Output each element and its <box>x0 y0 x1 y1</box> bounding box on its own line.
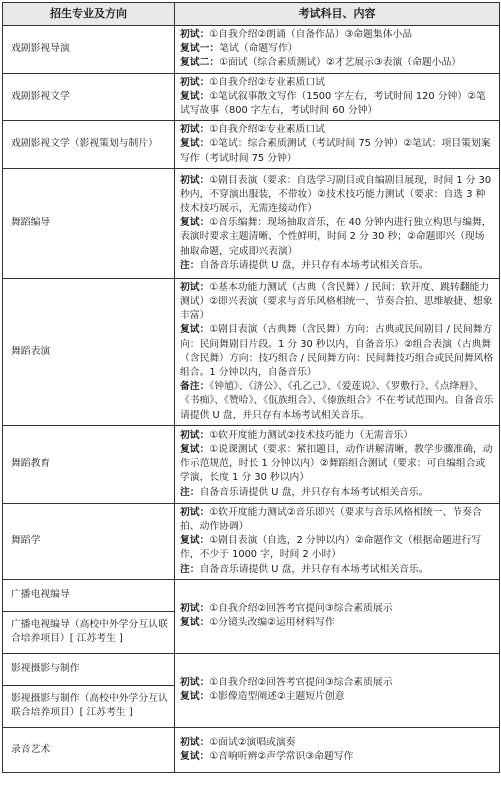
exam-label: 复试一： <box>180 43 220 55</box>
exam-label: 复试： <box>180 750 210 762</box>
exam-label: 初试： <box>180 506 210 518</box>
major-name: 广播电视编导 <box>3 579 175 611</box>
exam-line <box>180 323 494 380</box>
exam-label: 复试： <box>180 324 210 336</box>
exam-content <box>175 73 500 121</box>
exam-content <box>175 26 500 74</box>
exam-label: 复试： <box>180 217 210 229</box>
table-row <box>3 278 500 425</box>
major-name: 戏剧影视文学 <box>3 73 175 121</box>
exam-label: 复试： <box>180 691 210 703</box>
admissions-exam-table <box>2 2 500 773</box>
exam-text: ①音响听辨②声学常识③命题写作 <box>209 750 354 762</box>
exam-label: 复试： <box>180 444 210 456</box>
exam-text: ①剧目表演（古典舞（含民舞）方向：古典或民间剧目 / 民间舞方向：民间舞剧目片段。1 分 30 秒以内，自备音乐）②组合表演（古典舞（含民舞）方向：技巧组合 / 民间舞方向：民间舞技巧组合或民间舞风格组合。1 分钟以内，自备音乐） <box>180 324 494 379</box>
exam-line <box>180 534 494 562</box>
exam-label: 初试： <box>180 29 210 40</box>
exam-label: 复试： <box>180 617 210 629</box>
exam-line <box>180 602 494 616</box>
exam-line <box>180 750 494 764</box>
major-name: 影视摄影与制作（高校中外学分互认联合培养项目）[ 江苏考生 ] <box>3 685 175 727</box>
major-name: 录音艺术 <box>3 727 175 772</box>
exam-label: 初试： <box>180 124 210 136</box>
exam-text: ①软开度能力测试②音乐即兴（要求与音乐风格相统一、节奏合拍、动作协调） <box>180 506 482 533</box>
exam-label: 注： <box>180 259 200 271</box>
exam-text: ①自我介绍②专业素质口试 <box>209 76 325 88</box>
major-name: 舞蹈表演 <box>3 278 175 425</box>
table-row <box>3 579 500 611</box>
exam-line <box>180 28 494 42</box>
exam-line <box>180 259 494 273</box>
table-row <box>3 26 500 74</box>
exam-text: 《钟馗》、《济公》、《孔乙己》、《爱莲说》、《罗敷行》、《点绛唇》、《书痴》、《赞哈》、《佤族组合》、《傣族组合》不在考试范围内。自备音乐请提供 U 盘，并只存有本场考试相关音乐。 <box>180 381 494 421</box>
major-name: 戏剧影视导演 <box>3 26 175 74</box>
table-row <box>3 168 500 278</box>
exam-text: ①自我介绍②朗诵（自备作品）③命题集体小品 <box>209 29 413 40</box>
header-major: 招生专业及方向 <box>3 3 175 26</box>
exam-content <box>175 653 500 727</box>
exam-line <box>180 216 494 259</box>
table-row <box>3 653 500 685</box>
exam-content <box>175 503 500 579</box>
exam-line <box>180 281 494 324</box>
exam-text: ①面试②演唱或演奏 <box>209 736 296 748</box>
exam-text: 自备音乐请提供 U 盘，并只存有本场考试相关音乐。 <box>199 563 429 575</box>
exam-label: 初试： <box>180 429 210 441</box>
exam-content <box>175 727 500 772</box>
exam-label: 复试： <box>180 138 210 150</box>
exam-label: 初试： <box>180 281 210 293</box>
exam-line <box>180 563 494 577</box>
exam-text: ①自我介绍②回答考官提问③综合素质展示 <box>209 677 393 689</box>
exam-line <box>180 90 494 118</box>
exam-label: 注： <box>180 486 200 498</box>
exam-line <box>180 380 494 423</box>
exam-label: 复试： <box>180 90 210 102</box>
exam-line <box>180 123 494 137</box>
exam-label: 复试： <box>180 535 210 547</box>
major-name: 影视摄影与制作 <box>3 653 175 685</box>
header-exam-content: 考试科目、内容 <box>175 3 500 26</box>
exam-text: ①自我介绍②回答考官提问③综合素质展示 <box>209 603 393 615</box>
table-header-row <box>3 3 500 26</box>
exam-text: ①面试（综合素质测试）②才艺展示③表演（命题小品） <box>219 57 462 69</box>
table-row <box>3 503 500 579</box>
exam-content <box>175 278 500 425</box>
exam-line <box>180 56 494 70</box>
exam-text: ①软开度能力测试②技术技巧能力（无需音乐） <box>209 429 414 441</box>
exam-text: ①分镜头改编②运用材料写作 <box>209 617 335 629</box>
major-name: 戏剧影视文学（影视策划与制片） <box>3 121 175 169</box>
exam-line <box>180 137 494 165</box>
table-row <box>3 727 500 772</box>
major-name: 舞蹈教育 <box>3 425 175 503</box>
exam-text: ①自我介绍②专业素质口试 <box>209 124 325 136</box>
exam-text: ①影像造型阐述②主题短片创意 <box>209 691 345 703</box>
exam-line <box>180 443 494 486</box>
exam-text: 自备音乐请提供 U 盘，并只存有本场考试相关音乐。 <box>199 259 429 271</box>
exam-text: ①剧目表演（自选，2 分钟以内）②命题作文（根据命题进行写作，不少于 1000 字，时间 2 小时） <box>180 535 482 561</box>
exam-label: 备注： <box>180 381 210 393</box>
exam-text: 笔试（命题写作） <box>219 43 298 55</box>
exam-text: ①剧目表演（要求：自选学习剧目或自编剧目展现，时间 1 分 30 秒内，不穿演出服装，不带妆）②技术技巧能力测试（要求：自选 3 种技术技巧展示，无需连接动作） <box>180 174 492 215</box>
exam-content <box>175 579 500 653</box>
exam-line <box>180 76 494 90</box>
exam-content <box>175 425 500 503</box>
major-name: 舞蹈学 <box>3 503 175 579</box>
table-row <box>3 425 500 503</box>
exam-text: ①笔试：综合素质测试（考试时间 75 分钟）②笔试：项目策划案写作（考试时间 75 分钟） <box>180 138 491 164</box>
exam-label: 初试： <box>180 736 210 748</box>
table-row <box>3 73 500 121</box>
exam-label: 初试： <box>180 174 210 186</box>
exam-line <box>180 676 494 690</box>
exam-line <box>180 616 494 630</box>
exam-line <box>180 42 494 56</box>
exam-label: 注： <box>180 563 200 575</box>
major-name: 舞蹈编导 <box>3 168 175 278</box>
exam-line <box>180 429 494 443</box>
exam-line <box>180 736 494 750</box>
exam-line <box>180 486 494 500</box>
exam-text: ①说课测试（要求：紧扣题目，动作讲解清晰，教学步骤准确，动作示范规范，时长 1 分钟以内）②舞蹈组合测试（要求：可自编组合或学演，长度 1 分 30 秒以内） <box>180 444 493 484</box>
exam-line <box>180 506 494 534</box>
exam-label: 初试： <box>180 603 210 615</box>
table-row <box>3 121 500 169</box>
exam-text: ①笔试叙事散文写作（1500 字左右，考试时间 120 分钟）②笔试写故事（800 字左右，考试时间 60 分钟） <box>180 90 486 117</box>
exam-line <box>180 690 494 704</box>
exam-text: 自备音乐请提供 U 盘，并只存有本场考试相关音乐。 <box>199 486 429 498</box>
exam-label: 初试： <box>180 677 210 689</box>
exam-content <box>175 121 500 169</box>
exam-text: ①基本功能力测试（古典（含民舞）/ 民间：软开度、跳转翻能力测试）②即兴表演（要求与音乐风格相统一、节奏合拍、思维敏捷、想象丰富） <box>180 281 493 322</box>
exam-label: 初试： <box>180 76 210 88</box>
exam-label: 复试二： <box>180 57 220 69</box>
exam-text: ①音乐编舞：现场抽取音乐，在 40 分钟内进行独立构思与编舞，表演时要求主题清晰、个性鲜明，时间 2 分 30 秒；②命题即兴（现场抽取命题，完成即兴表演） <box>180 217 492 257</box>
exam-content <box>175 168 500 278</box>
exam-line <box>180 174 494 217</box>
major-name: 广播电视编导（高校中外学分互认联合培养项目）[ 江苏考生 ] <box>3 611 175 653</box>
